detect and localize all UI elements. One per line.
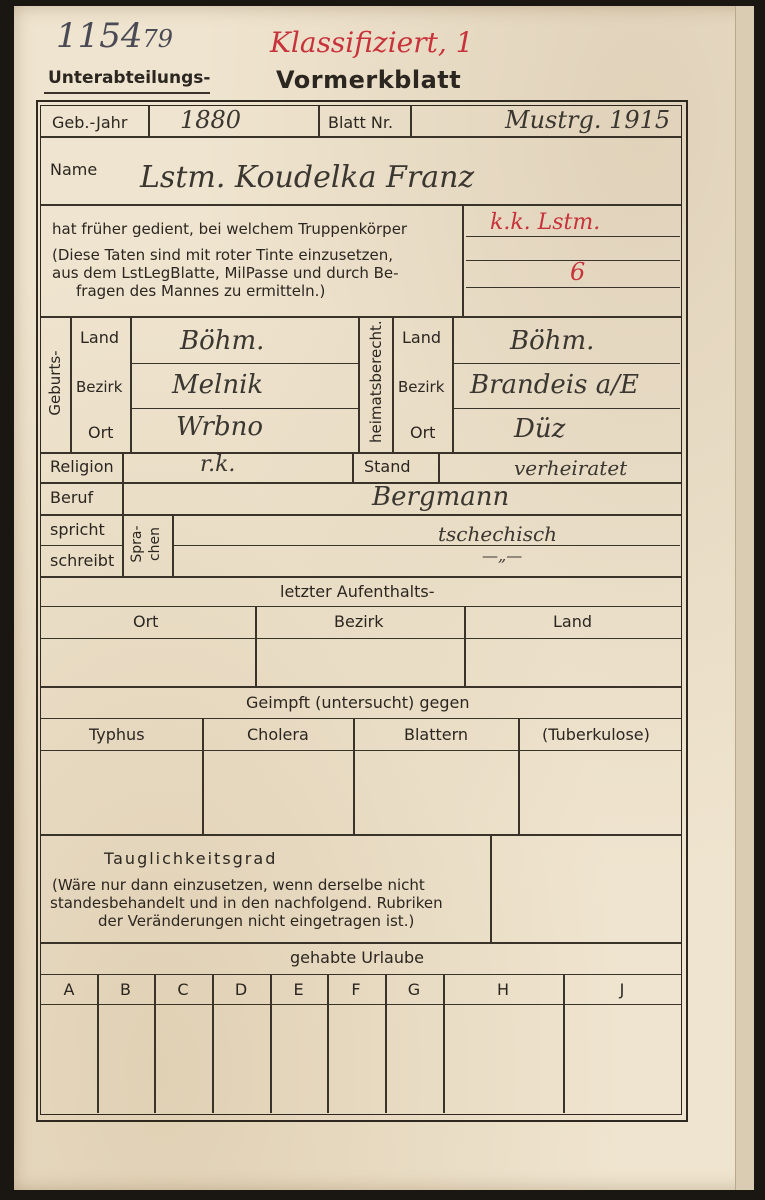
rule [462,204,464,316]
rule [148,106,150,136]
service-unit-value: k.k. Lstm. [490,210,601,235]
residence-title: letzter Aufenthalts- [280,582,435,601]
page-edge [735,6,754,1190]
fitness-title: Tauglichkeitsgrad [104,849,278,868]
leave-column-e: E [293,980,304,999]
rule [464,606,466,686]
rule [172,545,680,546]
beruf-label: Beruf [50,488,94,507]
stand-label: Stand [364,457,411,476]
geb-land-value: Böhm. [180,326,265,356]
rule [41,750,681,751]
rule [41,576,681,578]
leave-title: gehabte Urlaube [290,948,424,967]
rule [41,482,681,484]
rule [130,316,132,452]
vaccination-blattern: Blattern [404,725,469,744]
geb-bezirk-label: Bezirk [76,378,123,396]
rule [130,408,358,409]
rule [466,287,680,288]
geb-ort-label: Ort [88,423,114,442]
spricht-value: tschechisch [438,522,558,546]
heimat-label: heimatsberecht. [367,320,385,443]
rule [41,1004,681,1005]
fitness-line-1: (Wäre nur dann einzusetzen, wenn derselbe nicht [52,876,425,894]
name-value: Lstm. Koudelka Franz [140,160,475,195]
beruf-value: Bergmann [372,482,510,512]
geb-bezirk-value: Melnik [172,370,264,400]
residence-ort: Ort [133,612,159,631]
rule [41,452,681,454]
geb-jahr-label: Geb.-Jahr [52,113,128,132]
geburts-label: Geburts- [46,350,64,416]
service-line-3: aus dem LstLegBlatte, MilPasse und durch Be- [52,264,399,282]
heim-land-value: Böhm. [510,326,595,356]
rule [452,316,454,452]
blatt-nr-label: Blatt Nr. [328,113,394,132]
rule [452,408,680,409]
leave-column-g: G [407,980,421,999]
fitness-line-3: der Veränderungen nicht eingetragen ist.) [98,912,415,930]
rule [490,834,492,942]
rule [41,718,681,719]
geb-ort-value: Wrbno [176,412,264,442]
service-line-4: fragen des Mannes zu ermitteln.) [76,282,326,300]
rule [438,452,440,482]
schreibt-label: schreibt [50,551,115,570]
rule [255,606,257,686]
archive-number-main: 1154 [56,16,143,56]
blatt-nr-value: Mustrg. 1915 [505,106,671,134]
leave-column-h: H [496,980,510,999]
rule [41,136,681,138]
rule [452,363,680,364]
rule [41,686,681,688]
sprachen-label-1: Spra- [129,525,145,563]
rule [353,718,355,834]
rule [466,236,680,237]
leave-column-b: B [120,980,131,999]
vaccination-tuberkulose: (Tuberkulose) [542,725,650,744]
service-line-1: hat früher gedient, bei welchem Truppenkörper [52,220,408,238]
fitness-line-2: standesbehandelt und in den nachfolgend. Rubriken [50,894,443,912]
archive-number [56,16,173,56]
leave-column-c: C [177,980,189,999]
rule [410,106,412,136]
leave-column-j: J [619,980,625,999]
rule [41,514,681,516]
rule [392,316,394,452]
subtitle-left: Unterabteilungs- [48,68,211,88]
rule [41,638,681,639]
rule [130,363,358,364]
rule [41,942,681,944]
rule [41,974,681,975]
rule [41,204,681,206]
geb-land-label: Land [80,328,120,347]
page-title: Vormerkblatt [276,66,462,94]
classification-note: Klassifiziert, 1 [270,26,474,59]
heim-bezirk-value: Brandeis a/E [470,370,639,400]
archive-number-suffix: 79 [142,25,174,53]
leave-column-a: A [63,980,75,999]
leave-column-d: D [234,980,248,999]
schreibt-value: —„— [482,546,523,565]
stand-value: verheiratet [514,456,628,480]
rule [202,718,204,834]
religion-value: r.k. [200,452,236,477]
heim-land-label: Land [402,328,442,347]
rule [358,316,360,452]
service-line-2: (Diese Taten sind mit roter Tinte einzusetzen, [52,246,393,264]
rule [41,606,681,607]
residence-land: Land [553,612,593,631]
geb-jahr-value: 1880 [180,106,242,134]
religion-label: Religion [50,457,114,476]
rule [318,106,320,136]
heim-bezirk-label: Bezirk [398,378,445,396]
rule [41,316,681,318]
rule [518,718,520,834]
rule [70,316,72,452]
sprachen-label-2: chen [147,526,163,562]
name-label: Name [50,160,98,179]
spricht-label: spricht [50,520,105,539]
residence-bezirk: Bezirk [334,612,384,631]
vaccination-title: Geimpft (untersucht) gegen [246,693,470,712]
heim-ort-label: Ort [410,423,436,442]
subtitle-underline [44,92,210,94]
rule [41,834,681,836]
service-number-value: 6 [570,258,586,286]
rule [352,452,354,482]
rule [41,545,123,546]
vaccination-cholera: Cholera [247,725,309,744]
leave-column-f: F [351,980,361,999]
heim-ort-value: Düz [514,414,566,444]
vaccination-typhus: Typhus [89,725,145,744]
